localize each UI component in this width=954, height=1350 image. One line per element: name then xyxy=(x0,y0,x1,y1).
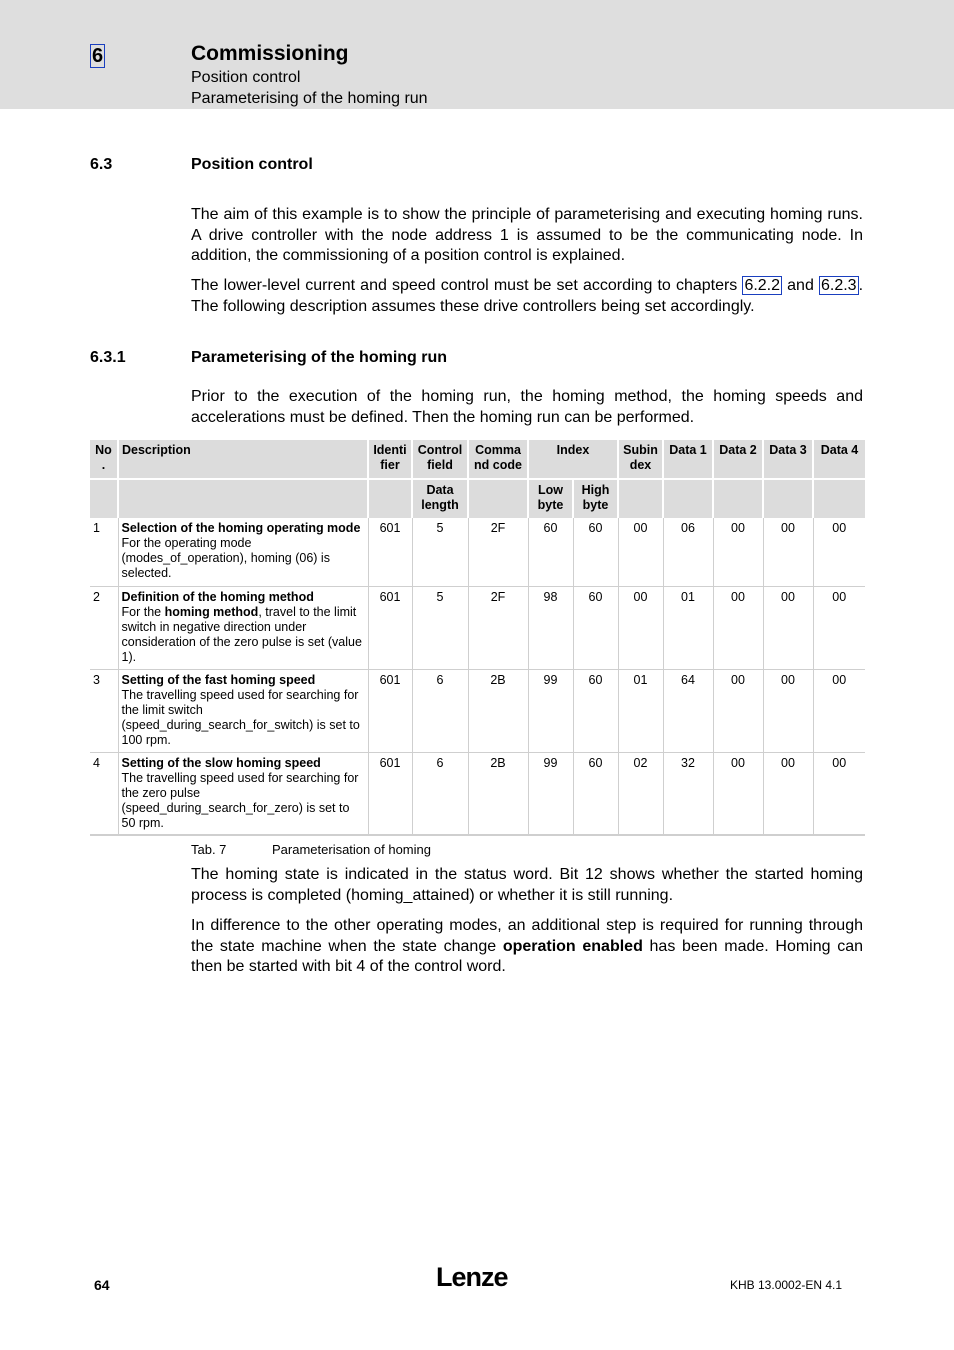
cell-data3: 00 xyxy=(763,669,813,752)
text: For the xyxy=(121,604,165,619)
table-row xyxy=(90,586,865,669)
header-data3: Data 3 xyxy=(763,440,813,479)
homing-parameter-table xyxy=(90,440,865,836)
table-caption-number: Tab. 7 xyxy=(191,842,227,857)
cell-data4: 00 xyxy=(813,669,865,752)
cell-command-code: 2F xyxy=(468,518,528,586)
cell-identifier: 601 xyxy=(368,752,412,835)
cell-data2: 00 xyxy=(713,586,763,669)
cell-data4: 00 xyxy=(813,586,865,669)
header-data-length: Data length xyxy=(412,479,468,518)
subheader-empty xyxy=(118,479,368,518)
row-text xyxy=(122,605,365,665)
cell-no: 4 xyxy=(90,752,118,835)
cell-data-length: 6 xyxy=(412,752,468,835)
header-description: Description xyxy=(118,440,368,479)
table-row xyxy=(90,752,865,835)
cell-high-byte: 60 xyxy=(573,669,618,752)
row-title: Selection of the homing operating mode xyxy=(121,521,361,535)
cell-description xyxy=(118,752,368,835)
homing-paragraph: Prior to the execution of the homing run, the homing method, the homing speeds and accelerations must be defined. Then the homing run can be performed. xyxy=(191,388,863,426)
control-paragraph xyxy=(191,276,863,317)
cell-data1: 06 xyxy=(663,518,713,586)
row-text: The travelling speed used for searching for the limit switch (speed_during_search_for_switch) is set to 100 rpm. xyxy=(121,687,360,747)
cell-no: 2 xyxy=(90,586,118,669)
header-index: Index xyxy=(528,440,618,479)
document-id: KHB 13.0002-EN 4.1 xyxy=(730,1278,843,1292)
cell-low-byte: 99 xyxy=(528,669,573,752)
subheader-empty xyxy=(618,479,663,518)
header-band xyxy=(0,0,954,109)
intro-paragraph: The aim of this example is to show the principle of parameterising and executing homing runs. A drive controller with the node address 1 is assumed to be the communicating node. In addition, the commissioning of a position control is explained. xyxy=(191,206,863,264)
text-bold: operation enabled xyxy=(502,937,643,955)
subheader-empty xyxy=(713,479,763,518)
subheader-empty xyxy=(663,479,713,518)
header-control-field: Control field xyxy=(412,440,468,479)
chapter-link-623[interactable]: 6.2.3 xyxy=(820,277,857,294)
table-row xyxy=(90,669,865,752)
cell-data3: 00 xyxy=(763,586,813,669)
header-identifier: Identi fier xyxy=(368,440,412,479)
cell-subindex: 00 xyxy=(618,586,663,669)
header-low-byte: Low byte xyxy=(528,479,573,518)
cell-no: 1 xyxy=(90,518,118,586)
cell-description xyxy=(118,518,368,586)
cell-low-byte: 98 xyxy=(528,586,573,669)
row-text: For the operating mode (modes_of_operation), homing (06) is selected. xyxy=(121,536,330,580)
text: In difference to the other operating modes, an additional step is required for running through the state machine when the state change xyxy=(191,917,863,955)
cell-high-byte: 60 xyxy=(573,752,618,835)
cell-data4: 00 xyxy=(813,518,865,586)
text: . The following description assumes these drive controllers being set accordingly. xyxy=(191,277,864,315)
row-title: Setting of the slow homing speed xyxy=(121,755,321,770)
chapter-subtitle-2: Parameterising of the homing run xyxy=(191,90,428,107)
subheader-empty xyxy=(368,479,412,518)
cell-identifier: 601 xyxy=(368,669,412,752)
section-number: 6.3 xyxy=(90,156,113,173)
subheader-empty xyxy=(763,479,813,518)
table-caption-text: Parameterisation of homing xyxy=(272,842,431,857)
cell-data2: 00 xyxy=(713,669,763,752)
cell-description xyxy=(118,669,368,752)
status-paragraph: The homing state is indicated in the status word. Bit 12 shows whether the started homing process is completed (homing_attained) or whether it is still running. xyxy=(191,866,863,904)
row-text: The travelling speed used for searching for the zero pulse (speed_during_search_for_zero) is set to 50 rpm. xyxy=(121,770,359,830)
cell-high-byte: 60 xyxy=(573,518,618,586)
cell-low-byte: 99 xyxy=(528,752,573,835)
cell-data2: 00 xyxy=(713,752,763,835)
cell-data1: 32 xyxy=(663,752,713,835)
lenze-logo: Lenze xyxy=(436,1262,508,1292)
text: and xyxy=(782,277,819,294)
subsection-title: Parameterising of the homing run xyxy=(191,349,448,366)
cell-data-length: 5 xyxy=(412,518,468,586)
header-no: No . xyxy=(90,440,118,479)
cell-subindex: 02 xyxy=(618,752,663,835)
header-data4: Data 4 xyxy=(813,440,865,479)
header-data2: Data 2 xyxy=(713,440,763,479)
cell-data-length: 5 xyxy=(412,586,468,669)
table-row xyxy=(90,518,865,586)
cell-data-length: 6 xyxy=(412,669,468,752)
cell-identifier: 601 xyxy=(368,586,412,669)
cell-no: 3 xyxy=(90,669,118,752)
text: has been made. Homing can then be started with bit 4 of the control word. xyxy=(191,937,864,975)
cell-low-byte: 60 xyxy=(528,518,573,586)
chapter-link-622[interactable]: 6.2.2 xyxy=(744,277,781,294)
text: The lower-level current and speed control must be set according to chapters xyxy=(191,277,743,294)
subheader-empty xyxy=(90,479,118,518)
chapter-title: Commissioning xyxy=(191,42,349,65)
chapter-number-link[interactable]: 6 xyxy=(92,45,104,67)
row-title: Definition of the homing method xyxy=(121,589,314,604)
cell-description xyxy=(118,586,368,669)
cell-identifier: 601 xyxy=(368,518,412,586)
cell-data4: 00 xyxy=(813,752,865,835)
header-high-byte: High byte xyxy=(573,479,618,518)
table-subheader-row xyxy=(90,479,865,518)
subheader-empty xyxy=(468,479,528,518)
chapter-subtitle-1: Position control xyxy=(191,69,301,86)
row-title: Setting of the fast homing speed xyxy=(121,672,316,687)
cell-command-code: 2F xyxy=(468,586,528,669)
cell-data1: 64 xyxy=(663,669,713,752)
cell-subindex: 01 xyxy=(618,669,663,752)
cell-command-code: 2B xyxy=(468,752,528,835)
table-header-row xyxy=(90,440,865,479)
cell-command-code: 2B xyxy=(468,669,528,752)
header-command-code: Comma nd code xyxy=(468,440,528,479)
subheader-empty xyxy=(813,479,865,518)
page-number: 64 xyxy=(94,1277,110,1293)
text: , travel to the limit switch in negative direction under consideration of the zero pulse is set (value 1). xyxy=(121,604,362,664)
cell-data3: 00 xyxy=(763,752,813,835)
cell-data3: 00 xyxy=(763,518,813,586)
cell-high-byte: 60 xyxy=(573,586,618,669)
header-subindex: Subin dex xyxy=(618,440,663,479)
cell-subindex: 00 xyxy=(618,518,663,586)
subsection-number: 6.3.1 xyxy=(90,349,126,366)
header-data1: Data 1 xyxy=(663,440,713,479)
state-machine-paragraph xyxy=(191,916,863,978)
cell-data2: 00 xyxy=(713,518,763,586)
section-title: Position control xyxy=(191,156,313,173)
text-bold: homing method xyxy=(164,604,259,619)
cell-data1: 01 xyxy=(663,586,713,669)
